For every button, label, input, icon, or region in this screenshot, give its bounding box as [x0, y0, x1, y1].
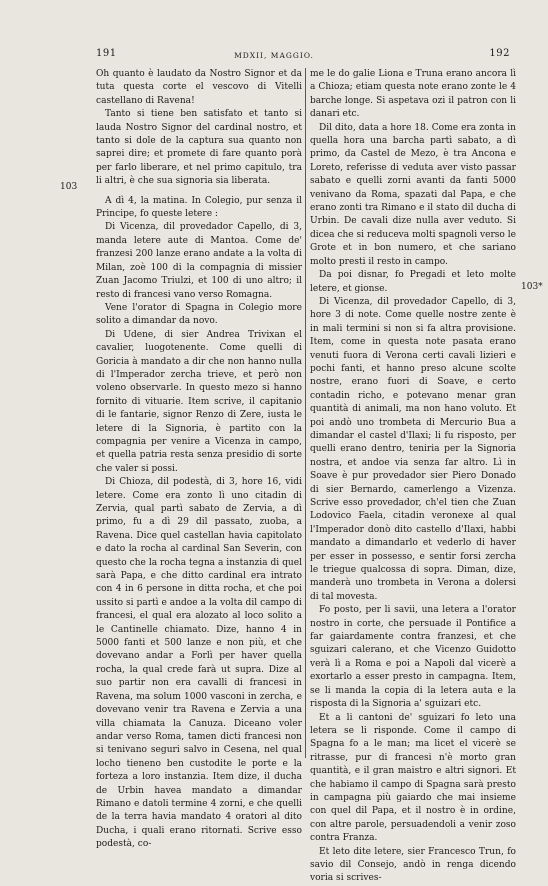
paragraph: Fo posto, per li savii, una letera a l'orator nostro in corte, che persuade il Pontifice a far gaiardamente contra franzesi, et che sguizari calerano, et che Vicenzo Guidotto verà lì a Roma e poi a Napoli dal vicerè a exortarlo a esser presto in campagna. Item, se li manda la copia di la letera auta e la risposta di la Signoria a' sguizari etc.	[310, 605, 516, 710]
paragraph: me le do galie Liona e Truna erano ancora lì a Chioza; etiam questa note erano zonte le 4 barche longe. Si aspetava ozi il patron con li danari etc.	[310, 69, 516, 120]
paragraph: Dil dito, data a hore 18. Come era zonta in quella hora una barcha partì sabato, a dì primo, da Castel de Mezo, è tra Ancona e Loreto, referisse di veduta aver visto passar sabato e quelli zorni avanti da fanti 5000 venivano da Roma, spazati dal Papa, e che erano zonti tra Rimano e il stato dil ducha di Urbin. De cavali dize nulla aver veduto. Si dicea che si reduceva molti spagnoli verso le Grote et in bon numero, et che sariano molto presti il resto in campo.	[310, 122, 516, 267]
paragraph: Et a li cantoni de' sguizari fo leto una letera se li risponde. Come il campo di Spagna fo a le man; ma licet el vicerè se ritrasse, pur di francesi n'è morto gran quantità, e il gran maistro e altri signori. Et che habiamo il campo di Spagna sarà presto in campagna più gaiardo che mai insieme con quel dil Papa, et il nostro è in ordine, con altre parole, persuadendoli a venir zoso contra Franza.	[310, 712, 516, 844]
paragraph: Di Vicenza, dil provedador Capello, di 3, manda letere aute di Mantoa. Come de' franzesi 200 lanze erano andate a la volta di Milan, zoè 100 di la compagnia di missier Zuan Jacomo Triulzi, et 100 di uno altro; il resto di francesi vano verso Romagna.	[96, 222, 302, 300]
right-column	[310, 68, 516, 886]
paragraph: Di Udene, di sier Andrea Trivixan el cavalier, luogotenente. Come quelli di Goricia à mandato a dir che non hanno nulla di l'Imperador zercha trieve, et però non voleno observarle. In questo mezo si hanno fornito di vituarie. Item scrive, il capitanio di le fantarie, signor Renzo di Zere, iusta le letere di la Signoria, è partito con la compagnia per venire a Vicenza in campo, et quella patria resta senza presidio di sorte che valer si possi.	[96, 329, 302, 474]
paragraph: Di Chioza, dil podestà, di 3, hore 16, vidi letere. Come era zonto lì uno citadin di Zervia, qual partì sabato de Zervia, a dì primo, fu a dì 29 dil passato, zuoba, a Ravena. Dice quel castellan havia capitolato e dato la rocha al cardinal San Severin, con questo che la rocha tegna a instanzia di quel sarà Papa, e che ditto cardinal era intrato con 4 in 6 persone in ditta rocha, et che poi ussito si partì e andoe a la volta dil campo di francesi, el qual era alozato al loco solito a le Cantinelle chiamato. Dize, hanno 4 in 5000 fanti et 500 lanze e non più, et che dovevano andar a Forlì per haver quella rocha, la qual crede farà ut supra. Dize al suo partir non era cavalli di francesi in Ravena, ma solum 1000 vasconi in zercha, e dovevano venir tra Ravena e Zervia a una villa chiamata la Canuza. Diceano voler andar verso Roma, tamen dicti francesi non si tenivano seguri salvo in Cesena, nel qual locho tieneno ben custodite le porte e la forteza a loro instanzia. Item dize, il ducha de Urbin havea mandato a dimandar Rimano e datoli termine 4 zorni, e che quelli de la terra havia mandato 4 oratori al dito Ducha, i quali erano ritornati. Scrive esso podestà, co-	[96, 477, 302, 850]
page-number-right: 192	[489, 48, 510, 59]
paragraph: Tanto si tiene ben satisfato et tanto si lauda Nostro Signor del cardinal nostro, et tanto si dole de la captura sua quanto non saprei dire; et promete di fare quanto porà per farlo liberare, et nel primo capitulo, tra li altri, è che sua signoria sia liberata.	[96, 109, 302, 187]
paragraph: Vene l'orator di Spagna in Colegio more solito a dimandar da novo.	[96, 302, 302, 327]
column-divider	[305, 68, 306, 758]
paragraph: Oh quanto è laudato da Nostro Signor et da tuta questa corte el vescovo di Vitelli castellano di Ravena!	[96, 69, 302, 106]
left-column	[96, 68, 302, 852]
paragraph: Da poi disnar, fo Pregadi et leto molte letere, et gionse.	[310, 270, 516, 294]
paragraph: A dì 4, la matina. In Colegio, pur senza il Principe, fo queste letere :	[96, 195, 302, 220]
margin-number-right: 103*	[521, 282, 543, 292]
margin-number-left: 103	[60, 182, 78, 192]
paragraph: Di Vicenza, dil provedador Capello, di 3, hore 3 di note. Come quelle nostre zente è in mali termini si non si fa altra provisione. Item, come in questa note pasata erano venuti fuora di Verona certi cavali lizieri e pochi fanti, et hanno preso alcune scolte nostre, erano fuori di Soave, e certo contadin richo, e potevano menar gran quantità di animali, ma non hano voluto. Et poi andò uno trombeta di Mercurio Bua a dimandar el castel d'Ilaxi; li fu risposto, per quelli erano dentro, teniria per la Signoria nostra, et andoe via senza far altro. Lì in Soave è pur provedador sier Piero Donado di sier Bernardo, camerlengo a Vizenza. Scrive esso provedador, ch'el tien che Zuan Lodovico Faela, citadin veronexe al qual l'Imperador donò dito castello d'Ilaxi, habbi mandato a dimandarlo et vederlo di haver per esser in possesso, e sentir forsi zercha le triegue qualcossa di sopra. Diman, dize, manderà uno trombeta in Verona a dolersi di tal movesta.	[310, 296, 516, 602]
page-number-left: 191	[96, 48, 117, 59]
paragraph: Et leto dite letere, sier Francesco Trun, fo savio dil Consejo, andò in renga dicendo voria si scrives-	[310, 846, 516, 884]
running-head: MDXII, MAGGIO.	[234, 51, 314, 60]
